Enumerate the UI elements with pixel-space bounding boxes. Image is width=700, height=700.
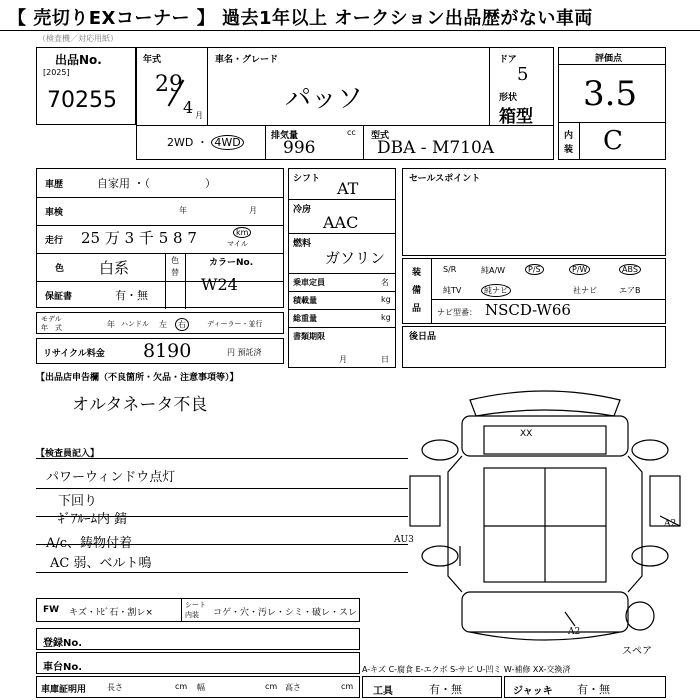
cert-cm-1: cm	[175, 682, 188, 691]
score-label: 評価点	[595, 54, 623, 64]
month-unit: 月	[195, 111, 203, 120]
ac-value: AAC	[323, 213, 359, 232]
interior-value: C	[603, 126, 623, 156]
equip-sr: S/R	[443, 265, 457, 274]
lot-label: 出品No.	[55, 53, 102, 67]
warranty-value: 有・無	[115, 289, 148, 302]
fuel-label: 燃料	[293, 239, 312, 249]
inspector-note-3: ｷﾞｱﾙｰﾑ内 錆	[58, 512, 128, 527]
weight-label: 総重量	[293, 314, 317, 323]
sales-box	[402, 168, 666, 256]
equip-ps: P/S	[525, 264, 544, 275]
recycle-label: リサイクル料金	[43, 349, 105, 359]
color-label: 色	[55, 264, 65, 274]
color-value: 白系	[99, 259, 130, 277]
car-damage-diagram	[394, 376, 690, 650]
equip-tv: 純TV	[443, 286, 462, 295]
lot-number: 70255	[47, 88, 117, 113]
faded-label: （検査機／対応用紙）	[38, 34, 118, 43]
mileage-value: 25 万 3 千 5 8 7	[81, 229, 197, 247]
capacity-unit: 名	[381, 278, 389, 287]
handle-left: 左	[159, 320, 167, 329]
inspection-label: 車検	[45, 208, 64, 218]
shift-label: シフト	[293, 174, 321, 184]
equip-label-2: 備	[412, 286, 422, 296]
history-value: 自家用 ・（ ）	[97, 177, 216, 190]
equip-pw: P/W	[569, 264, 590, 275]
handle-right: 右	[175, 318, 189, 331]
chassis-row	[36, 652, 360, 674]
interior-label-1: 内	[564, 131, 574, 141]
score-value: 3.5	[583, 74, 638, 114]
disp-unit: cc	[347, 128, 356, 137]
type-value: DBA - M710A	[377, 138, 495, 158]
model-label-1: モデル	[41, 315, 62, 323]
docs-month: 月	[339, 355, 347, 364]
equip-label-1: 装	[412, 268, 422, 278]
disp-label: 排気量	[271, 131, 299, 141]
mileage-unit-km: km	[233, 227, 251, 238]
door-value: 5	[517, 64, 529, 85]
docs-label: 書類期限	[293, 332, 325, 341]
shape-value: 箱型	[499, 107, 533, 127]
color-no-label: カラーNo.	[209, 258, 254, 268]
seller-header: 【出品店申告欄（不良箇所・欠品・注意事項等）】	[36, 373, 239, 383]
cert-height: 高さ	[285, 683, 301, 692]
recycle-row	[36, 338, 284, 364]
jack-label: ジャッキ	[513, 686, 553, 697]
mark-a2-bottom: A2	[568, 627, 581, 637]
warranty-label: 保証書	[45, 292, 73, 302]
color-change-2: 替	[171, 268, 179, 277]
weight-unit: kg	[381, 313, 391, 322]
shift-value: AT	[337, 179, 359, 198]
inspector-note-5: AC 弱、ベルト鳴	[50, 556, 152, 571]
cert-cm-2: cm	[265, 682, 278, 691]
jack-box	[504, 676, 666, 698]
seller-note: オルタネータ不良	[72, 395, 208, 415]
color-change-1: 色	[171, 256, 179, 265]
name-label: 車名・グレード	[215, 55, 279, 65]
load-label: 積載量	[293, 296, 317, 305]
ac-label: 冷房	[293, 205, 312, 215]
equip-label-3: 品	[412, 304, 422, 314]
year-label: 年式	[143, 55, 162, 65]
fw-items: キズ・ﾄﾋﾞ石・割レ×	[69, 608, 153, 618]
history-label: 車歴	[45, 180, 64, 190]
fuel-value: ガソリン	[325, 249, 386, 267]
score-box	[558, 47, 666, 160]
model-row	[36, 312, 284, 334]
header-title: 【 売切りEXコーナー 】 過去1年以上 オークション出品歴がない車両	[8, 8, 593, 29]
sales-label: セールスポイント	[409, 174, 481, 184]
drive-sep: ・	[196, 136, 208, 149]
cert-cm-3: cm	[341, 682, 354, 691]
seat-label-1: シート	[185, 601, 206, 609]
mileage-label: 走行	[45, 236, 64, 246]
navi-value: NSCD-W66	[485, 301, 571, 319]
equip-aw: 純A/W	[481, 266, 506, 275]
handle-label: ハンドル	[121, 320, 149, 328]
seat-items: コゲ・穴・汚レ・シミ・破レ・スレ	[213, 608, 358, 618]
reg-row	[36, 628, 360, 650]
inspector-note-4: A/c、鋳物付着	[46, 536, 133, 551]
navi-label: ナビ型番：	[437, 308, 477, 317]
mark-xx: XX	[520, 429, 533, 439]
docs-day: 日	[381, 355, 389, 364]
legend: A-キズ C-腐食 E-エクボ S-サビ U-凹ミ W-補修 XX-交換済	[362, 665, 571, 674]
equip-shanavi: 社ナビ	[573, 286, 597, 295]
drive-4wd: 4WD	[211, 135, 243, 150]
dealer-label: ディーラー・並行	[207, 320, 263, 328]
cert-length: 長さ	[107, 683, 123, 692]
info-box	[36, 168, 284, 308]
capacity-label: 乗車定員	[293, 278, 325, 287]
spec-box	[288, 168, 396, 368]
inspector-header: 【検査員記入】	[36, 449, 100, 459]
car-header-box	[136, 47, 554, 160]
mileage-unit-mile: マイル	[227, 240, 248, 248]
equipment-box	[402, 258, 666, 324]
drive-type	[167, 134, 244, 150]
cert-width: 幅	[197, 683, 205, 692]
tools-label: 工具	[373, 686, 393, 697]
equip-abs: ABS	[619, 264, 641, 275]
lot-box	[36, 47, 136, 125]
cert-row	[36, 676, 360, 698]
mark-a2-right: A2	[664, 519, 677, 529]
month-value: 4	[183, 98, 194, 117]
tools-value: 有・無	[429, 683, 462, 696]
recycle-unit: 円 預託済	[227, 348, 262, 357]
inspector-note-2: 下回り	[58, 494, 98, 509]
cert-label: 車庫証明用	[41, 685, 87, 695]
door-label: ドア	[499, 55, 517, 65]
lot-small: [2025]	[43, 68, 70, 77]
interior-label-2: 装	[564, 145, 574, 155]
inspection-year: 年	[179, 206, 187, 215]
later-label: 後日品	[409, 332, 437, 342]
car-name: パッソ	[285, 84, 364, 114]
equip-airb: エアB	[619, 286, 641, 295]
later-box	[402, 326, 666, 368]
chassis-label: 車台No.	[43, 662, 83, 673]
mark-au3: AU3	[394, 535, 414, 545]
model-year: 年	[107, 320, 115, 329]
equip-navi: 純ナビ	[481, 284, 511, 297]
disp-value: 996	[283, 138, 316, 158]
year-value: 29	[155, 72, 183, 97]
load-unit: kg	[381, 295, 391, 304]
type-label: 型式	[371, 131, 390, 141]
reg-label: 登録No.	[43, 638, 83, 649]
inspector-note-1: パワーウィンドウ点灯	[46, 470, 176, 485]
tools-box	[362, 676, 502, 698]
fw-row	[36, 598, 360, 622]
inspection-month: 月	[249, 206, 257, 215]
drive-2wd: 2WD	[167, 136, 194, 149]
fw-label: FW	[43, 605, 60, 615]
color-no-value: W24	[201, 275, 238, 294]
spare-label: スペア	[622, 646, 652, 657]
seat-label-2: 内装	[185, 611, 199, 619]
recycle-value: 8190	[143, 340, 192, 362]
shape-label: 形状	[499, 93, 518, 103]
model-label-2: 年 式	[41, 324, 62, 332]
jack-value: 有・無	[577, 683, 610, 696]
